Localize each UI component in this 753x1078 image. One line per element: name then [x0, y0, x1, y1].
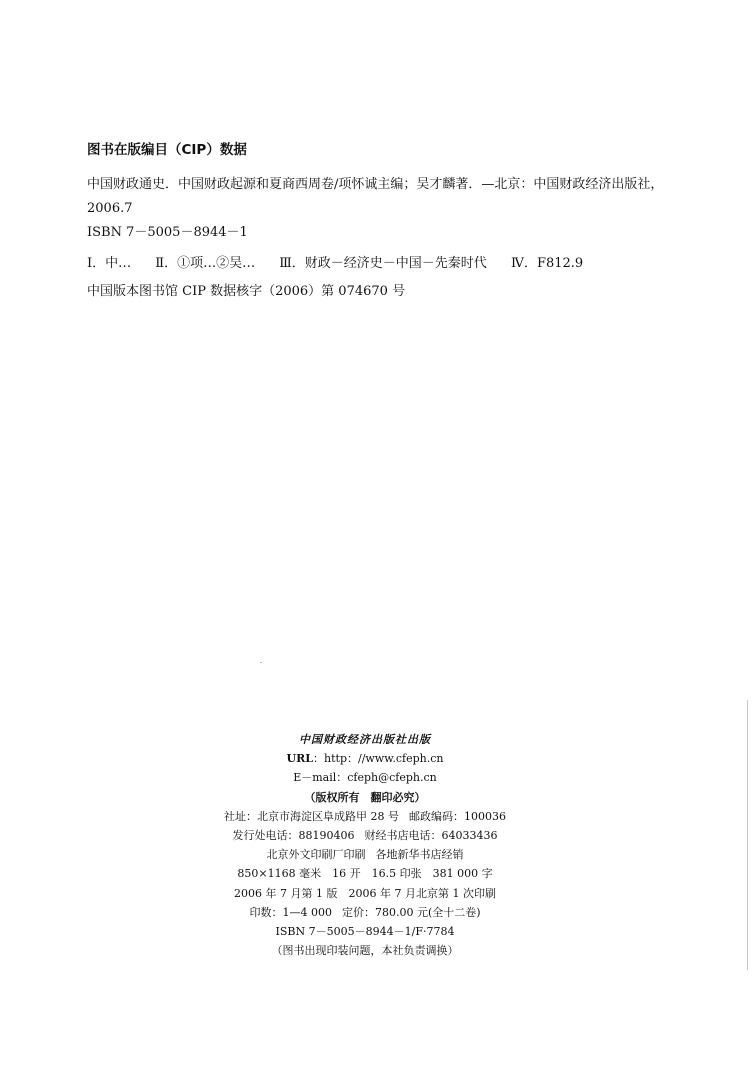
cip-approval-number: 中国版本图书馆 CIP 数据核字（2006）第 074670 号: [87, 284, 406, 299]
postcode: 邮政编码：100036: [409, 809, 506, 823]
address: 社址：北京市海淀区阜成路甲 28 号: [224, 809, 399, 823]
classification-item-4: Ⅳ．F812.9: [510, 256, 584, 271]
printer: 北京外文印刷厂印刷: [266, 848, 366, 862]
sales-phone: 发行处电话：88190406: [232, 829, 355, 843]
store-phone: 财经书店电话：64033436: [364, 829, 498, 843]
scan-dot: [260, 662, 262, 663]
classification-item-3: Ⅲ．财政－经济史－中国－先秦时代: [279, 256, 487, 271]
price: 定价：780.00 元(全十二卷): [341, 905, 481, 919]
colophon-isbn: ISBN 7－5005－8944－1/F·7784: [275, 925, 455, 939]
url-value[interactable]: ：http：//www.cfeph.cn: [313, 752, 444, 766]
distributor: 各地新华书店经销: [375, 848, 464, 862]
url-label: URL: [286, 752, 314, 766]
classification-item-2: Ⅱ．①项…②吴…: [155, 256, 256, 271]
colophon: [200, 730, 530, 960]
phone-line: [200, 826, 530, 845]
rights-notice: （版权所有 翻印必究）: [304, 790, 426, 804]
print-run: 印数：1—4 000: [249, 905, 332, 919]
scan-edge-line: [747, 700, 748, 970]
printer-line: [200, 845, 530, 864]
cip-description: 中国财政通史．中国财政起源和夏商西周卷/项怀诚主编；吴才麟著．—北京：中国财政经济出版社，2006.7: [87, 177, 664, 216]
format-line: 850×1168 毫米 16 开 16.5 印张 381 000 字: [237, 867, 493, 881]
address-line: [200, 807, 530, 826]
cip-isbn: ISBN 7－5005－8944－1: [87, 225, 248, 240]
publisher-name: 中国财政经济出版社出版: [299, 733, 431, 746]
quality-notice: （图书出现印装问题，本社负责调换）: [271, 944, 459, 958]
edition-line: 2006 年 7 月第 1 版 2006 年 7 月北京第 1 次印刷: [234, 886, 496, 900]
classification-item-1: Ⅰ．中…: [87, 256, 132, 271]
cip-data-block: [87, 138, 667, 304]
publisher-email[interactable]: E－mail：cfeph@cfeph.cn: [293, 771, 437, 785]
cip-classification: [87, 252, 667, 276]
publisher-url: [200, 749, 530, 768]
printrun-line: [200, 903, 530, 922]
cip-title: 图书在版编目（CIP）数据: [87, 142, 247, 158]
